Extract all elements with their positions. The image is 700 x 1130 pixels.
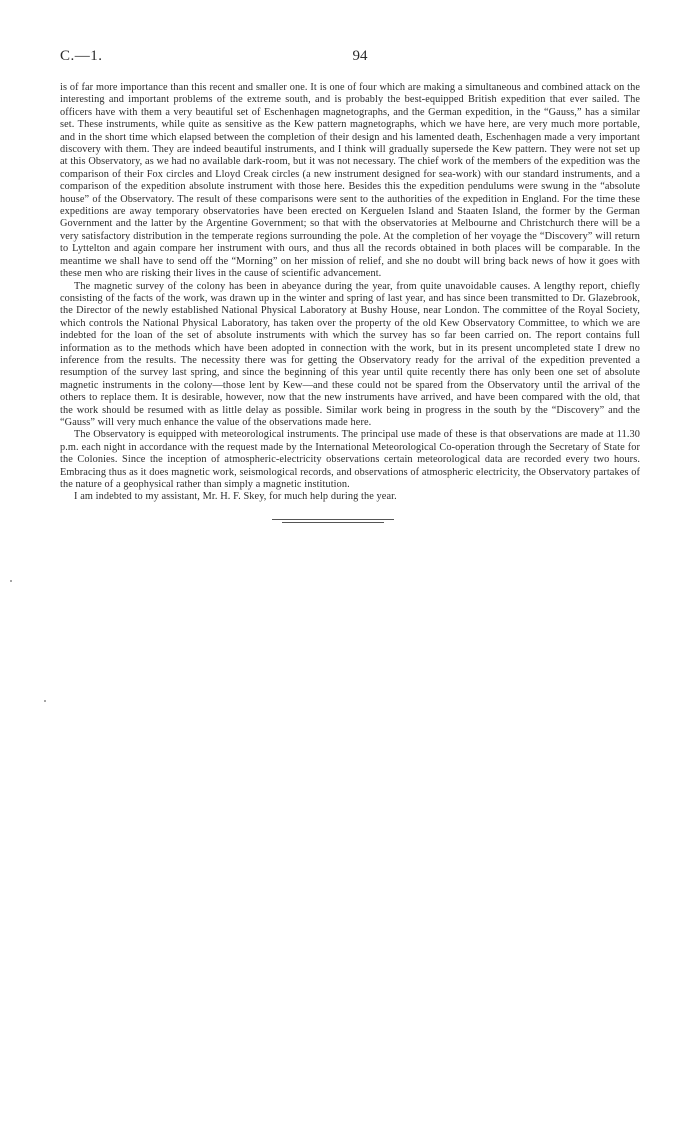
paragraph-acknowledgement: I am indebted to my assistant, Mr. H. F. Skey, for much help during the year.: [74, 491, 397, 503]
scan-speck: [10, 580, 12, 582]
paragraph-meteorological: The Observatory is equipped with meteorological instruments. The principal use made of these is that observations are made at 11.30 p.m. each night in accordance with the request made by the International Meteorological Co-operation through the Secretary of State for the Colonies. Since the inception of atmospheric-electricity observations certain meteorological data are recorded every two hours. Embracing thus as it does magnetic work, seismological records, and observations of atmospheric electricity, the Observatory partakes of the nature of a geophysical rather than simply a magnetic institution.: [60, 429, 640, 490]
body-text: [60, 82, 640, 504]
section-end-rule-lower: [282, 522, 384, 523]
paragraph-expedition: is of far more importance than this recent and smaller one. It is one of four which are making a simultaneous and combined attack on the interesting and important problems of the extreme south, and is probably the best-equipped British expedition that ever sailed. The officers have with them a very beautiful set of Eschenhagen magnetographs, and the German expedition, in the “Gauss,” has a similar set. These instruments, while quite as sensitive as the Kew pattern magnetographs, which we have here, are very much more portable, and in the short time which elapsed between the completion of their design and his lamented death, Eschenhagen made a very important discovery with them. They are indeed beautiful instruments, and I think will gradually supersede the Kew pattern. They were not set up at this Observatory, as we had no available dark-room, but it was not necessary. The chief work of the members of the expedition was the comparison of their Fox circles and Lloyd Creak circles (a new instrument designed for sea-work) with our standard instruments, and a comparison of the expedition absolute instrument with those here. Besides this the expedition pendulums were swung in the “absolute house” of the Observatory. The result of these comparisons were sent to the authorities of the expedition in England. For the time these expeditions are away temporary observatories have been erected on Kerguelen Island and Staaten Island, the former by the German Government and the latter by the Argentine Government; so that with the observatories at Melbourne and Christchurch there will be a very satisfactory distribution in the temperate regions surrounding the pole. At the completion of her voyage the “Discovery” will return to Lyttelton and again compare her instrument with ours, and thus all the records obtained in both places will be comparable. In the meantime we shall have to send off the “Morning” on her mission of relief, and she no doubt will bring back news of how it goes with these men who are risking their lives in the cause of scientific advancement.: [60, 82, 640, 280]
scan-speck: [44, 700, 46, 702]
page-number: 94: [352, 48, 368, 64]
page-header: [60, 48, 640, 72]
paragraph-magnetic-survey: The magnetic survey of the colony has been in abeyance during the year, from quite unavoidable causes. A lengthy report, chiefly consisting of the facts of the work, was drawn up in the winter and spring of last year, and has since been transmitted to Dr. Glazebrook, the Director of the newly established National Physical Laboratory at Bushy House, near London. The committee of the Royal Society, which controls the National Physical Laboratory, has taken over the property of the old Kew Observatory Committee, to which we are indebted for the loan of the set of absolute instruments with which the survey has so far been carried on. The report contains full information as to the methods which have been adopted in connection with the work, but in its present uncompleted state I drew no inference from the results. The necessity there was for getting the Observatory ready for the arrival of the expedition prevented a resumption of the survey last spring, and since the beginning of this year until quite recently there has only been one set of absolute magnetic instruments in the colony—those lent by Kew—and these could not be spared from the Observatory until the arrival of the others to replace them. It is desirable, however, now that the new instruments have arrived, and have been compared with the old, that the work should be resumed with as little delay as possible. Similar work being in progress in the south by the “Discovery” and the “Gauss” will very much enhance the value of the observations made here.: [60, 280, 640, 428]
section-end-rule-upper: [272, 519, 394, 520]
document-reference: C.—1.: [60, 48, 103, 64]
